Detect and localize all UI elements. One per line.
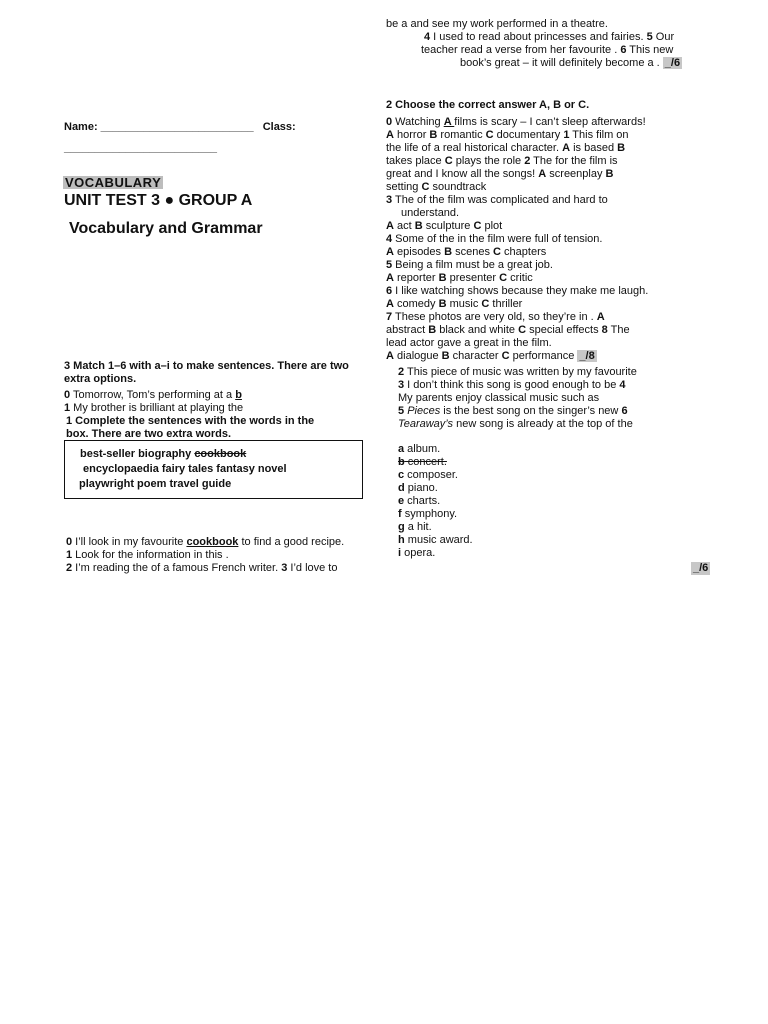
option-letter: C bbox=[518, 324, 527, 336]
band-name: Tearaway’s bbox=[398, 418, 454, 430]
option-letter: 3 bbox=[386, 194, 393, 206]
option-letter: a bbox=[398, 443, 405, 455]
sentence-text: plays the role bbox=[452, 155, 525, 167]
sentence-text: critic bbox=[507, 272, 533, 284]
sentence-text: I’d love to bbox=[287, 562, 338, 574]
header-line-1: be a and see my work performed in a theatre. bbox=[386, 18, 608, 30]
sentence-text: films is scary – I can’t sleep afterwards! bbox=[454, 116, 646, 128]
score-box: _/8 bbox=[579, 350, 595, 362]
option-letter: A bbox=[386, 272, 394, 284]
option-item bbox=[398, 534, 473, 547]
word-list: best-seller biography bbox=[80, 448, 195, 460]
option-letter: B bbox=[438, 272, 447, 284]
sentence-text: new song is already at the top of the bbox=[453, 418, 633, 430]
sentence-text: performance bbox=[509, 350, 578, 362]
option-letter: B bbox=[414, 220, 423, 232]
exercise1-item-1 bbox=[66, 549, 229, 562]
option-letter: A bbox=[596, 311, 605, 323]
exercise3-score: _/6 bbox=[693, 562, 709, 574]
option-letter: C bbox=[499, 272, 508, 284]
song-title: Pieces bbox=[407, 405, 441, 417]
header-line-2 bbox=[424, 31, 674, 44]
option-letter: 8 bbox=[601, 324, 608, 336]
option-item bbox=[398, 469, 473, 482]
option-letter: C bbox=[481, 298, 490, 310]
sentence-text: great and I know all the songs! bbox=[386, 168, 539, 180]
option-letter: A bbox=[562, 142, 571, 154]
option-item bbox=[398, 456, 473, 469]
exercise1-heading: 1 Complete the sentences with the words in the bbox=[66, 415, 315, 427]
exercise2-line bbox=[386, 246, 648, 259]
option-letter: g bbox=[398, 521, 405, 533]
sentence-text: black and white bbox=[436, 324, 519, 336]
answer-example: b bbox=[235, 389, 242, 401]
sentence-text: documentary bbox=[493, 129, 564, 141]
name-line bbox=[64, 121, 296, 134]
exercise3-item-4: My parents enjoy classical music such as bbox=[398, 392, 600, 404]
exercise3-item-6 bbox=[398, 418, 633, 431]
sentence-text: My brother is brilliant at playing the bbox=[70, 402, 244, 414]
sentence-text: I like watching shows because they make me laugh. bbox=[392, 285, 649, 297]
exercise2-line bbox=[386, 220, 648, 233]
sentence-text: music bbox=[446, 298, 482, 310]
option-letter: B bbox=[617, 142, 626, 154]
exercise1-item-2 bbox=[66, 562, 337, 575]
item-number: 1 bbox=[66, 549, 73, 561]
item-number: 2 bbox=[66, 562, 73, 574]
exercise3-item-3 bbox=[398, 379, 626, 392]
word-used: cookbook bbox=[194, 448, 247, 460]
sentence-text: episodes bbox=[393, 246, 445, 258]
option-letter: c bbox=[398, 469, 405, 481]
exercise2-line bbox=[386, 129, 648, 142]
item-number: 5 bbox=[646, 31, 653, 43]
sentence-text: reporter bbox=[393, 272, 439, 284]
option-letter: 7 bbox=[386, 311, 393, 323]
sentence-text: This new bbox=[626, 44, 674, 56]
option-item bbox=[398, 547, 473, 560]
option-letter: 4 bbox=[386, 233, 393, 245]
sentence-text: thriller bbox=[489, 298, 523, 310]
option-letter: i bbox=[398, 547, 402, 559]
exercise2-line bbox=[386, 116, 648, 129]
option-letter: e bbox=[398, 495, 405, 507]
exercise3-item-1 bbox=[64, 402, 243, 415]
sentence-text: Watching bbox=[392, 116, 444, 128]
sentence-text: presenter bbox=[446, 272, 500, 284]
sentence-text: comedy bbox=[393, 298, 439, 310]
option-text: music award. bbox=[404, 534, 473, 546]
option-letter: 1 bbox=[563, 129, 570, 141]
sentence-text: is the best song on the singer’s new bbox=[440, 405, 622, 417]
option-text: opera. bbox=[401, 547, 436, 559]
exercise2-line bbox=[386, 350, 648, 363]
sentence-text: plot bbox=[481, 220, 503, 232]
option-letter: C bbox=[473, 220, 482, 232]
sentence-text: is based bbox=[570, 142, 618, 154]
sentence-text: chapters bbox=[500, 246, 547, 258]
item-number: 6 bbox=[620, 44, 627, 56]
sentence-text: I don’t think this song is good enough to be bbox=[404, 379, 620, 391]
answer-example: cookbook bbox=[186, 536, 239, 548]
sentence-text: setting bbox=[386, 181, 422, 193]
option-text: composer. bbox=[404, 469, 458, 481]
option-item bbox=[398, 495, 473, 508]
sentence-text: abstract bbox=[386, 324, 429, 336]
option-letter: B bbox=[444, 246, 453, 258]
exercise3-item-5 bbox=[398, 405, 628, 418]
exercise2-line bbox=[386, 155, 648, 168]
item-number: 4 bbox=[619, 379, 626, 391]
sentence-text: the life of a real historical character. bbox=[386, 142, 563, 154]
item-number: 4 bbox=[424, 31, 431, 43]
option-letter: A bbox=[538, 168, 547, 180]
sentence-text: soundtrack bbox=[429, 181, 487, 193]
sentence-text: I’ll look in my favourite bbox=[72, 536, 187, 548]
exercise2-line bbox=[386, 181, 648, 194]
option-letter: A bbox=[386, 350, 394, 362]
vocabulary-label: VOCABULARY bbox=[65, 175, 162, 190]
sentence-text: character bbox=[449, 350, 502, 362]
sentence-text: This film on bbox=[569, 129, 629, 141]
exercise3-heading: 3 Match 1–6 with a–i to make sentences. There are two bbox=[64, 360, 349, 372]
option-letter: A bbox=[386, 246, 394, 258]
option-letter: B bbox=[428, 324, 437, 336]
header-line-3 bbox=[421, 44, 673, 57]
option-letter: f bbox=[398, 508, 402, 520]
sentence-text: I used to read about princesses and fairies. bbox=[430, 31, 647, 43]
sentence-text: to find a good recipe. bbox=[238, 536, 345, 548]
sentence-text: Tomorrow, Tom’s performing at a bbox=[70, 389, 236, 401]
sentence-text: understand. bbox=[401, 207, 460, 219]
option-letter: 5 bbox=[386, 259, 393, 271]
exercise2-lines bbox=[386, 116, 648, 363]
sentence-text: lead actor gave a great in the film. bbox=[386, 337, 552, 349]
sentence-text: takes place bbox=[386, 155, 445, 167]
item-number: 3 bbox=[281, 562, 288, 574]
exercise2-line bbox=[386, 298, 648, 311]
option-item bbox=[398, 482, 473, 495]
option-letter: C bbox=[421, 181, 430, 193]
option-item bbox=[398, 508, 473, 521]
option-text: album. bbox=[404, 443, 441, 455]
option-text: symphony. bbox=[401, 508, 458, 520]
name-label: Name: _________________________ bbox=[64, 121, 254, 133]
exercise2-line bbox=[386, 259, 648, 272]
exercise2-line bbox=[386, 337, 648, 350]
class-label: Class: bbox=[262, 121, 296, 133]
exercise3-options bbox=[398, 443, 473, 560]
option-letter: C bbox=[493, 246, 501, 258]
score-box: _/6 bbox=[664, 57, 681, 69]
exercise1-heading-2: box. There are two extra words. bbox=[66, 428, 232, 440]
sentence-text: scenes bbox=[452, 246, 494, 258]
exercise2-line bbox=[386, 311, 648, 324]
sentence-text: The of the film was complicated and hard to bbox=[392, 194, 608, 206]
exercise2-line bbox=[386, 142, 648, 155]
header-line-4 bbox=[460, 57, 682, 70]
sentence-text: book’s great – it will definitely become a . bbox=[460, 57, 663, 69]
word-box-line-3: playwright poem travel guide bbox=[79, 478, 232, 490]
sentence-text: Look for the information in this . bbox=[72, 549, 229, 561]
exercise1-item-0 bbox=[66, 536, 344, 549]
option-text: charts. bbox=[404, 495, 441, 507]
sentence-text: I’m reading the of a famous French writer. bbox=[72, 562, 282, 574]
exercise2-line bbox=[386, 194, 648, 207]
option-letter: 0 bbox=[386, 116, 393, 128]
option-letter: C bbox=[485, 129, 494, 141]
sentence-text: special effects bbox=[526, 324, 602, 336]
option-letter: C bbox=[444, 155, 453, 167]
sentence-text: horror bbox=[393, 129, 430, 141]
page-subtitle: Vocabulary and Grammar bbox=[69, 220, 263, 237]
option-item bbox=[398, 443, 473, 456]
exercise2-line bbox=[386, 324, 648, 337]
sentence-text: Our bbox=[652, 31, 675, 43]
sentence-text: Some of the in the film were full of tension. bbox=[392, 233, 603, 245]
unit-test-title: UNIT TEST 3 ● GROUP A bbox=[64, 192, 253, 209]
item-number: 3 bbox=[398, 379, 405, 391]
exercise2-heading: 2 Choose the correct answer A, B or C. bbox=[386, 99, 590, 111]
option-letter: h bbox=[398, 534, 405, 546]
option-text: a hit. bbox=[404, 521, 432, 533]
option-letter: A bbox=[443, 116, 455, 128]
option-letter: B bbox=[605, 168, 614, 180]
sentence-text: The for the film is bbox=[530, 155, 618, 167]
word-box-line-2: encyclopaedia fairy tales fantasy novel bbox=[83, 463, 287, 475]
sentence-text: teacher read a verse from her favourite . bbox=[421, 44, 621, 56]
sentence-text: The bbox=[607, 324, 630, 336]
option-text: concert. bbox=[404, 456, 447, 468]
option-letter: 6 bbox=[386, 285, 393, 297]
exercise2-line bbox=[386, 233, 648, 246]
option-letter: B bbox=[429, 129, 438, 141]
sentence-text: dialogue bbox=[393, 350, 442, 362]
exercise2-line bbox=[386, 272, 648, 285]
item-number: 0 bbox=[66, 536, 73, 548]
option-letter: C bbox=[501, 350, 510, 362]
option-letter: 2 bbox=[524, 155, 531, 167]
item-number: 0 bbox=[64, 389, 71, 401]
item-number: 6 bbox=[621, 405, 628, 417]
sentence-text: These photos are very old, so they’re in . bbox=[392, 311, 597, 323]
class-blank: _________________________ bbox=[64, 142, 217, 154]
sentence-text: romantic bbox=[437, 129, 486, 141]
option-letter: B bbox=[438, 298, 447, 310]
option-text: piano. bbox=[404, 482, 438, 494]
option-letter: B bbox=[441, 350, 450, 362]
item-number: 2 bbox=[398, 366, 405, 378]
exercise3-heading-2: extra options. bbox=[64, 373, 137, 385]
exercise3-item-2 bbox=[398, 366, 637, 379]
option-letter: A bbox=[386, 129, 394, 141]
option-letter: A bbox=[386, 220, 394, 232]
exercise3-item-0 bbox=[64, 389, 242, 402]
sentence-text: screenplay bbox=[546, 168, 606, 180]
word-box-line-1 bbox=[80, 448, 246, 461]
option-letter: A bbox=[386, 298, 394, 310]
sentence-text: sculpture bbox=[422, 220, 474, 232]
exercise2-line bbox=[386, 285, 648, 298]
item-number: 5 bbox=[398, 405, 405, 417]
item-number: 1 bbox=[64, 402, 71, 414]
option-letter: b bbox=[398, 456, 405, 468]
option-letter: d bbox=[398, 482, 405, 494]
exercise2-line bbox=[386, 168, 648, 181]
sentence-text: This piece of music was written by my favourite bbox=[404, 366, 637, 378]
exercise2-line bbox=[386, 207, 648, 220]
option-item bbox=[398, 521, 473, 534]
sentence-text: act bbox=[393, 220, 415, 232]
sentence-text: Being a film must be a great job. bbox=[392, 259, 553, 271]
